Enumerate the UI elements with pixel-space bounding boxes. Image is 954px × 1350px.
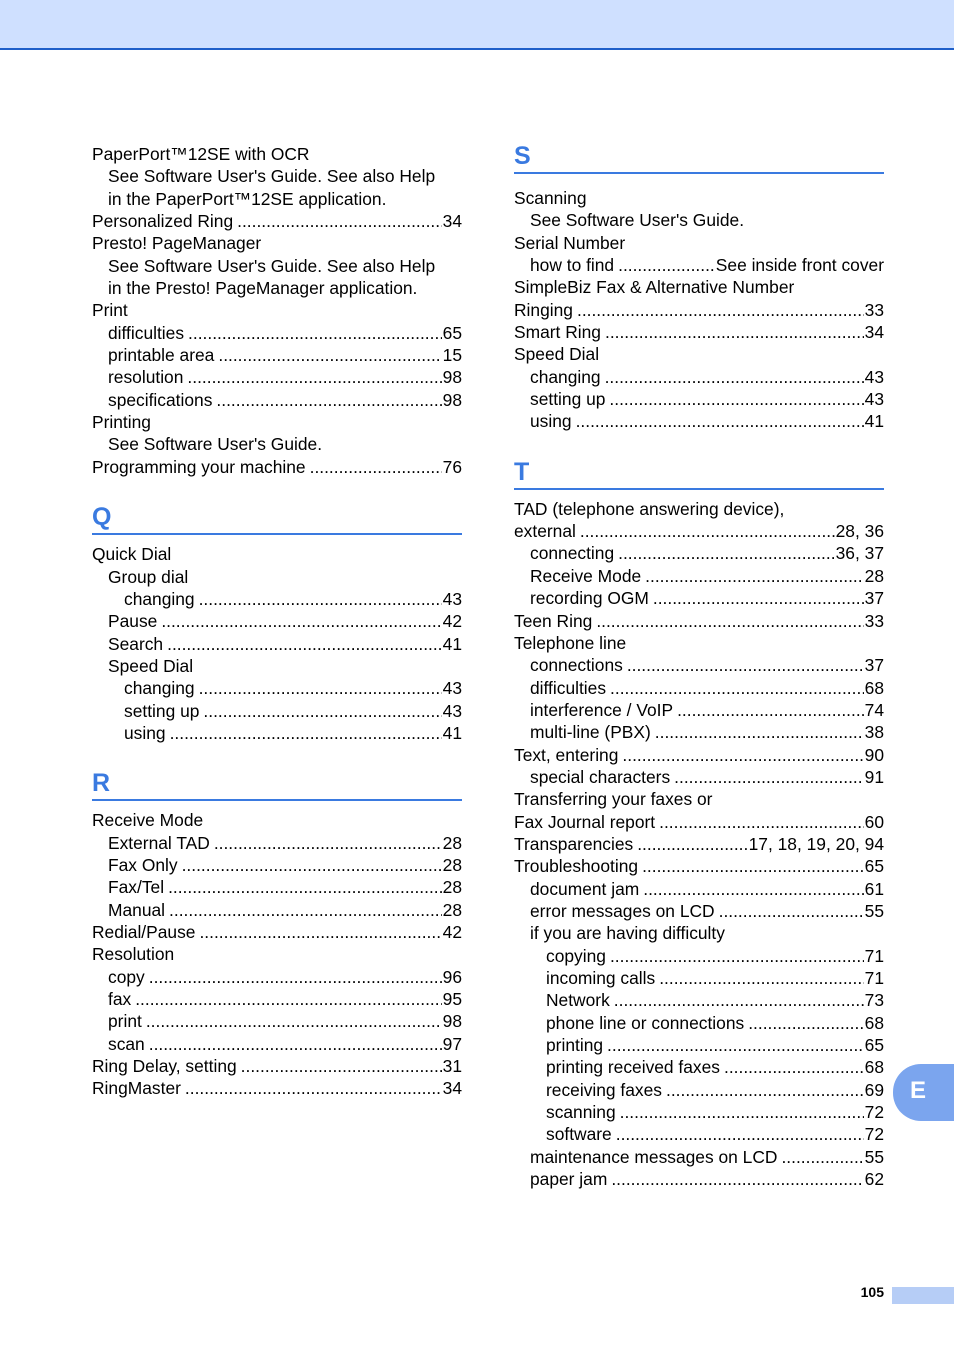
section-letter: R xyxy=(92,769,111,798)
entry-term: Quick Dial xyxy=(92,544,172,565)
index-entry xyxy=(92,210,462,232)
entry-term: Network xyxy=(546,990,610,1011)
entry-pages: 68 xyxy=(864,1057,884,1078)
index-entry xyxy=(514,989,884,1011)
entry-term: interference / VoIP xyxy=(530,699,674,720)
dot-leader xyxy=(187,366,441,388)
entry-term: incoming calls xyxy=(546,968,656,988)
index-entry xyxy=(514,833,884,855)
index-entry xyxy=(514,520,884,542)
dot-leader xyxy=(627,654,864,676)
index-entry xyxy=(92,1010,462,1032)
index-entry xyxy=(514,1034,884,1056)
index-entry xyxy=(514,209,884,231)
dot-leader xyxy=(605,366,864,388)
entry-term: Manual xyxy=(108,899,166,920)
entry-pages: 98 xyxy=(442,1011,462,1032)
dot-leader xyxy=(622,744,863,766)
section-letter: T xyxy=(514,457,530,486)
entry-term: how to find xyxy=(530,255,615,276)
entry-term: scan xyxy=(108,1033,145,1054)
dot-leader xyxy=(146,1010,442,1032)
index-entry xyxy=(514,565,884,587)
section-rule xyxy=(514,172,884,174)
dot-leader xyxy=(218,344,441,366)
entry-pages: 98 xyxy=(442,367,462,388)
entry-pages: 65 xyxy=(864,856,884,877)
index-entry xyxy=(92,1055,462,1077)
dot-leader xyxy=(580,520,835,542)
entry-pages: 65 xyxy=(442,322,462,343)
entry-term: in the Presto! PageManager application. xyxy=(108,278,418,299)
index-entry xyxy=(92,344,462,366)
dot-leader xyxy=(216,389,441,411)
entry-term: fax xyxy=(108,989,132,1009)
entry-term: difficulties xyxy=(108,322,185,343)
index-entry xyxy=(92,633,462,655)
entry-term: special characters xyxy=(530,766,671,787)
index-entry xyxy=(514,610,884,632)
entry-term: Resolution xyxy=(92,944,175,965)
dot-leader xyxy=(607,1034,864,1056)
index-entry xyxy=(92,988,462,1010)
entry-pages: 61 xyxy=(864,878,884,899)
dot-leader xyxy=(618,254,715,276)
index-entry xyxy=(92,677,462,699)
entry-pages: 69 xyxy=(864,1079,884,1100)
dot-leader xyxy=(677,699,864,721)
entry-term: Transferring your faxes or xyxy=(514,789,713,810)
dot-leader xyxy=(185,1077,442,1099)
entry-term: Speed Dial xyxy=(108,655,194,676)
entry-term: multi-line (PBX) xyxy=(530,722,651,743)
section-rule xyxy=(92,799,462,801)
index-entry xyxy=(514,900,884,922)
entry-term: phone line or connections xyxy=(546,1012,745,1033)
dot-leader xyxy=(659,967,863,989)
index-entry xyxy=(514,1123,884,1145)
index-entry xyxy=(514,1146,884,1168)
entry-term: Presto! PageManager xyxy=(92,233,262,254)
entry-term: receiving faxes xyxy=(546,1079,662,1100)
entry-pages: 97 xyxy=(442,1033,462,1054)
entry-term: See Software User's Guide. xyxy=(530,210,745,231)
entry-pages: 28 xyxy=(864,565,884,586)
index-entry xyxy=(514,878,884,900)
index-entry xyxy=(514,1079,884,1101)
entry-pages: 33 xyxy=(864,610,884,631)
dot-leader xyxy=(214,832,442,854)
entry-pages: 60 xyxy=(864,811,884,832)
index-entry xyxy=(514,632,884,654)
dot-leader xyxy=(149,1033,442,1055)
entry-term: Fax/Tel xyxy=(108,877,165,898)
dot-leader xyxy=(605,321,864,343)
entry-pages: 71 xyxy=(864,968,884,988)
section-letter: Q xyxy=(92,503,112,532)
entry-pages: 90 xyxy=(864,744,884,765)
index-entry xyxy=(92,456,462,478)
entry-pages: 41 xyxy=(442,722,462,743)
index-entry xyxy=(514,276,884,298)
entry-term: resolution xyxy=(108,367,184,388)
entry-term: changing xyxy=(124,678,195,699)
entry-pages: 28, 36 xyxy=(835,521,884,542)
index-entry xyxy=(92,165,462,187)
dot-leader xyxy=(182,854,442,876)
entry-term: using xyxy=(530,411,572,432)
section-tab-label: E xyxy=(910,1077,927,1104)
entry-term: error messages on LCD xyxy=(530,900,715,921)
entry-term: changing xyxy=(530,366,601,387)
entry-term: Redial/Pause xyxy=(92,921,196,942)
dot-leader xyxy=(310,456,442,478)
entry-pages: 42 xyxy=(442,611,462,632)
index-entry xyxy=(92,809,462,831)
dot-leader xyxy=(149,966,442,988)
index-entry xyxy=(514,187,884,209)
dot-leader xyxy=(637,833,747,855)
entry-term: setting up xyxy=(124,700,200,721)
index-entry xyxy=(92,299,462,321)
index-column-right xyxy=(514,143,884,1190)
entry-term: External TAD xyxy=(108,832,210,853)
dot-leader xyxy=(655,721,864,743)
dot-leader xyxy=(643,878,863,900)
index-entry xyxy=(92,322,462,344)
dot-leader xyxy=(161,610,441,632)
index-entry xyxy=(514,366,884,388)
index-entry xyxy=(92,876,462,898)
index-entry xyxy=(514,1101,884,1123)
index-entry xyxy=(92,588,462,610)
entry-term: Scanning xyxy=(514,188,587,208)
index-entry xyxy=(514,1056,884,1078)
index-entry xyxy=(92,366,462,388)
entry-pages: 43 xyxy=(442,588,462,609)
entry-term: scanning xyxy=(546,1102,616,1123)
entry-term: maintenance messages on LCD xyxy=(530,1146,778,1167)
section-letter: S xyxy=(514,142,531,170)
entry-pages: 65 xyxy=(864,1035,884,1056)
entry-pages: 37 xyxy=(864,588,884,609)
index-entry xyxy=(92,277,462,299)
header-band xyxy=(0,0,954,50)
section-heading-t xyxy=(514,433,884,490)
entry-term: if you are having difficulty xyxy=(530,923,725,944)
index-entry xyxy=(92,854,462,876)
entry-term: Programming your machine xyxy=(92,456,306,477)
entry-pages: 42 xyxy=(442,921,462,942)
dot-leader xyxy=(642,855,864,877)
index-entry xyxy=(92,143,462,165)
entry-term: in the PaperPort™12SE application. xyxy=(108,188,387,209)
entry-term: printing xyxy=(546,1035,604,1056)
dot-leader xyxy=(577,299,864,321)
index-entry xyxy=(92,700,462,722)
dot-leader xyxy=(748,1012,863,1034)
entry-term: See Software User's Guide. See also Help xyxy=(108,255,436,276)
entry-pages: 96 xyxy=(442,966,462,987)
entry-term: Fax Journal report xyxy=(514,811,656,832)
entry-pages: 28 xyxy=(442,832,462,853)
index-entry xyxy=(514,542,884,564)
dot-leader xyxy=(781,1146,863,1168)
entry-pages: 33 xyxy=(864,299,884,320)
entry-term: Transparencies xyxy=(514,833,634,854)
index-entry xyxy=(92,899,462,921)
entry-term: software xyxy=(546,1124,612,1145)
index-entry xyxy=(514,232,884,254)
entry-term: Print xyxy=(92,300,128,321)
entry-term: Serial Number xyxy=(514,232,626,253)
entry-term: Receive Mode xyxy=(92,810,204,831)
index-entry xyxy=(92,389,462,411)
dot-leader xyxy=(659,811,864,833)
entry-pages: 71 xyxy=(864,945,884,966)
entry-pages: 74 xyxy=(864,699,884,720)
entry-pages: 43 xyxy=(864,366,884,387)
entry-pages: 31 xyxy=(442,1056,462,1077)
index-entry xyxy=(514,388,884,410)
entry-pages: 28 xyxy=(442,899,462,920)
entry-term: changing xyxy=(124,588,195,609)
entry-pages: 98 xyxy=(442,389,462,410)
section-heading-q xyxy=(92,478,462,535)
entry-pages: 72 xyxy=(864,1102,884,1123)
index-entry xyxy=(514,654,884,676)
dot-leader xyxy=(719,900,864,922)
index-entry xyxy=(514,744,884,766)
entry-term: TAD (telephone answering device), xyxy=(514,498,785,519)
dot-leader xyxy=(596,610,863,632)
entry-pages: See inside front cover xyxy=(715,255,884,276)
index-entry xyxy=(514,498,884,520)
section-rule xyxy=(92,533,462,535)
section-heading-r xyxy=(92,744,462,801)
index-entry xyxy=(92,655,462,677)
entry-pages: 34 xyxy=(442,211,462,232)
dot-leader xyxy=(167,633,442,655)
index-entry xyxy=(92,921,462,943)
entry-term: using xyxy=(124,722,166,743)
entry-term: difficulties xyxy=(530,677,607,698)
index-entry xyxy=(514,410,884,432)
dot-leader xyxy=(203,700,441,722)
entry-pages: 68 xyxy=(864,1012,884,1033)
dot-leader xyxy=(653,587,864,609)
index-entry xyxy=(92,832,462,854)
entry-term: Telephone line xyxy=(514,632,627,653)
entry-pages: 73 xyxy=(864,990,884,1011)
entry-term: copying xyxy=(546,945,606,966)
entry-pages: 28 xyxy=(442,854,462,875)
dot-leader xyxy=(614,989,864,1011)
entry-term: Speed Dial xyxy=(514,344,600,365)
index-entry xyxy=(514,922,884,944)
entry-term: Personalized Ring xyxy=(92,211,234,232)
index-entry xyxy=(514,254,884,276)
dot-leader xyxy=(241,1055,442,1077)
section-tab-e xyxy=(893,1064,954,1121)
entry-term: document jam xyxy=(530,878,640,899)
index-entry xyxy=(514,677,884,699)
entry-pages: 76 xyxy=(442,456,462,477)
index-entry xyxy=(92,722,462,744)
index-entry xyxy=(92,433,462,455)
entry-term: Smart Ring xyxy=(514,322,601,343)
index-entry xyxy=(92,943,462,965)
entry-pages: 37 xyxy=(864,655,884,676)
entry-pages: 95 xyxy=(442,989,462,1009)
entry-term: Teen Ring xyxy=(514,610,593,631)
index-column-left xyxy=(92,143,462,1100)
index-entry xyxy=(92,543,462,565)
entry-term: setting up xyxy=(530,389,606,410)
entry-pages: 41 xyxy=(442,633,462,654)
entry-term: PaperPort™12SE with OCR xyxy=(92,144,310,164)
dot-leader xyxy=(674,766,864,788)
dot-leader xyxy=(610,677,864,699)
entry-pages: 34 xyxy=(864,322,884,343)
entry-term: printable area xyxy=(108,345,215,366)
entry-pages: 72 xyxy=(864,1124,884,1145)
dot-leader xyxy=(188,322,442,344)
index-entry xyxy=(514,299,884,321)
dot-leader xyxy=(170,722,442,744)
index-entry xyxy=(514,945,884,967)
entry-term: Group dial xyxy=(108,566,189,587)
entry-pages: 43 xyxy=(442,700,462,721)
index-entry xyxy=(514,587,884,609)
entry-term: Receive Mode xyxy=(530,565,642,586)
dot-leader xyxy=(620,1101,864,1123)
entry-term: print xyxy=(108,1011,142,1032)
entry-term: Search xyxy=(108,633,164,654)
dot-leader xyxy=(237,210,442,232)
dot-leader xyxy=(199,588,442,610)
entry-pages: 43 xyxy=(442,678,462,699)
index-entry xyxy=(514,1168,884,1190)
dot-leader xyxy=(576,410,864,432)
entry-term: Ringing xyxy=(514,299,573,320)
index-entry xyxy=(514,766,884,788)
entry-pages: 36, 37 xyxy=(835,543,884,564)
entry-term: Fax Only xyxy=(108,854,178,875)
entry-term: connections xyxy=(530,655,623,676)
dot-leader xyxy=(618,542,835,564)
dot-leader xyxy=(611,1168,863,1190)
entry-pages: 91 xyxy=(864,766,884,787)
dot-leader xyxy=(724,1056,864,1078)
index-entry xyxy=(92,1033,462,1055)
index-entry xyxy=(92,188,462,210)
entry-term: specifications xyxy=(108,389,213,410)
dot-leader xyxy=(666,1079,864,1101)
page-number: 105 xyxy=(860,1284,884,1300)
entry-term: Troubleshooting xyxy=(514,856,639,877)
entry-term: See Software User's Guide. xyxy=(108,434,323,455)
entry-pages: 38 xyxy=(864,722,884,743)
entry-term: SimpleBiz Fax & Alternative Number xyxy=(514,277,795,298)
dot-leader xyxy=(609,388,863,410)
entry-pages: 28 xyxy=(442,877,462,898)
entry-pages: 62 xyxy=(864,1169,884,1190)
dot-leader xyxy=(135,988,441,1010)
dot-leader xyxy=(645,565,863,587)
index-entry xyxy=(514,1012,884,1034)
entry-term: connecting xyxy=(530,543,615,564)
entry-pages: 55 xyxy=(864,900,884,921)
entry-term: Pause xyxy=(108,611,158,632)
index-entry xyxy=(514,788,884,810)
entry-term: RingMaster xyxy=(92,1078,181,1099)
entry-pages: 41 xyxy=(864,411,884,432)
index-entry xyxy=(92,966,462,988)
dot-leader xyxy=(616,1123,864,1145)
index-entry xyxy=(92,566,462,588)
index-entry xyxy=(514,967,884,989)
entry-term: printing received faxes xyxy=(546,1057,720,1078)
index-entry xyxy=(514,343,884,365)
index-entry xyxy=(514,811,884,833)
index-entry xyxy=(92,411,462,433)
dot-leader xyxy=(199,921,441,943)
entry-term: Ring Delay, setting xyxy=(92,1056,237,1077)
section-heading-s xyxy=(514,137,884,174)
entry-pages: 68 xyxy=(864,677,884,698)
dot-leader xyxy=(199,677,442,699)
entry-pages: 34 xyxy=(442,1078,462,1099)
index-entry xyxy=(92,255,462,277)
index-entry xyxy=(514,855,884,877)
dot-leader xyxy=(610,945,864,967)
entry-pages: 17, 18, 19, 20, 94 xyxy=(748,833,884,854)
dot-leader xyxy=(169,899,442,921)
entry-term: external xyxy=(514,521,576,542)
entry-pages: 43 xyxy=(864,389,884,410)
entry-pages: 15 xyxy=(442,345,462,366)
section-rule xyxy=(514,488,884,490)
index-entry xyxy=(92,1077,462,1099)
entry-term: paper jam xyxy=(530,1169,608,1190)
index-entry xyxy=(92,610,462,632)
entry-term: See Software User's Guide. See also Help xyxy=(108,166,436,187)
entry-term: copy xyxy=(108,966,145,987)
entry-pages: 55 xyxy=(864,1146,884,1167)
index-entry xyxy=(514,699,884,721)
index-entry xyxy=(514,721,884,743)
index-entry xyxy=(514,321,884,343)
page-number-bar xyxy=(892,1287,954,1304)
dot-leader xyxy=(168,876,442,898)
entry-term: Printing xyxy=(92,412,151,433)
index-entry xyxy=(92,232,462,254)
entry-term: recording OGM xyxy=(530,588,649,609)
entry-term: Text, entering xyxy=(514,744,619,765)
